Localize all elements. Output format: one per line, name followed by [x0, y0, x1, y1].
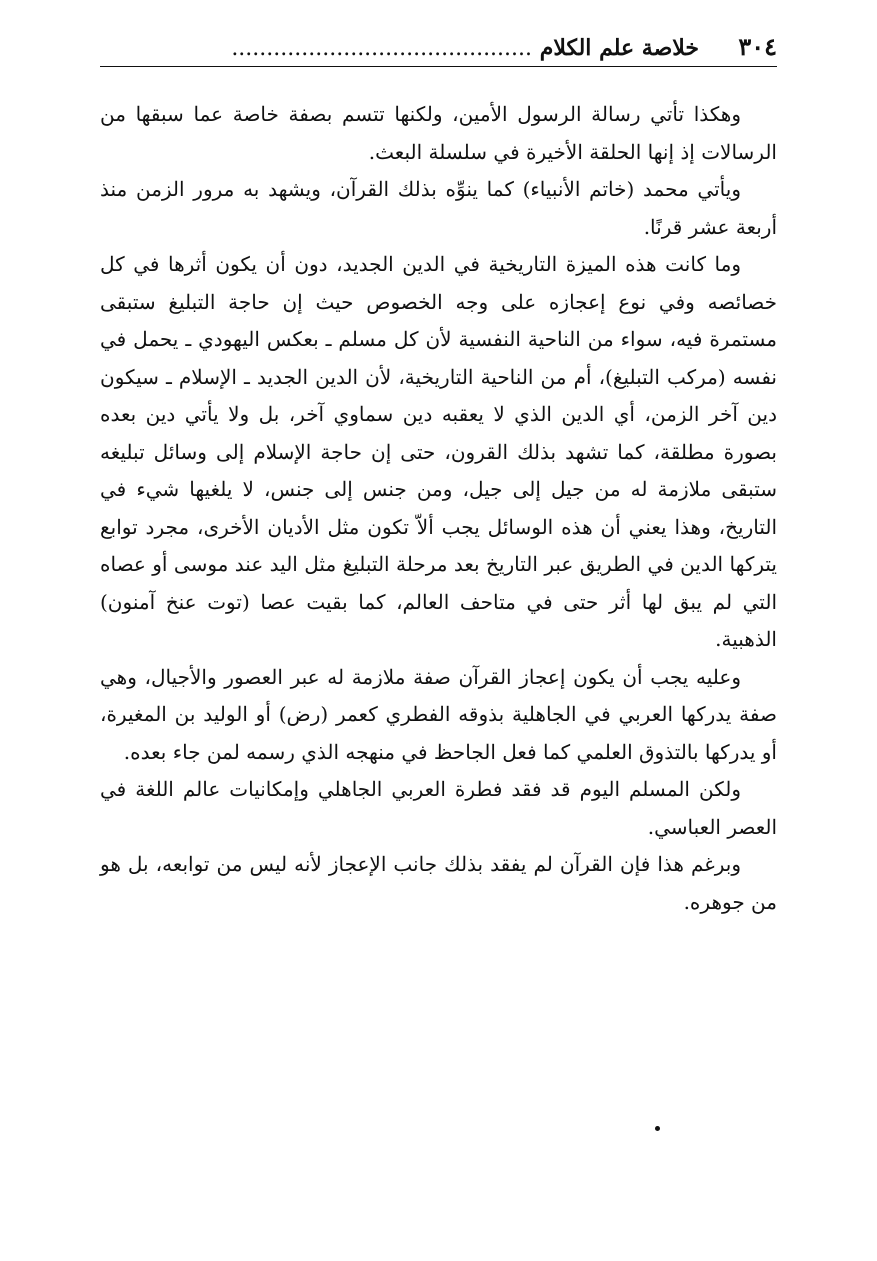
- running-header: [100, 30, 777, 68]
- paragraph: ويأتي محمد (خاتم الأنبياء) كما ينوِّه بذلك القرآن، ويشهد به مرور الزمن منذ أربعة عشر قرنًا.: [100, 177, 777, 239]
- paragraph: وهكذا تأتي رسالة الرسول الأمين، ولكنها تتسم بصفة خاصة عما سبقها من الرسالات إذ إنها الحلقة الأخيرة في سلسلة البعث.: [100, 102, 777, 164]
- dot-leader: ...........................................: [231, 36, 533, 61]
- paragraph: وما كانت هذه الميزة التاريخية في الدين الجديد، دون أن يكون أثرها في كل خصائصه وفي نوع إعجازه على وجه الخصوص حيث إن حاجة التبليغ ستبقى مستمرة فيه، سواء من الناحية النفسية لأن كل مسلم ـ بعكس اليهودي ـ يحمل في نفسه (مركب التبليغ)، أم من الناحية التاريخية، لأن الدين الجديد ـ الإسلام ـ سيكون دين آخر الزمن، أي الدين الذي لا يعقبه دين سماوي آخر، بل ولا يأتي دين بعده بصورة مطلقة، كما تشهد بذلك القرون، حتى إن حاجة الإسلام إلى وسائل تبليغه ستبقى ملازمة له من جيل إلى جيل، ومن جنس إلى جنس، لا يلغيها شيء في التاريخ، وهذا يعني أن هذه الوسائل يجب ألاّ تكون مثل الأديان الأخرى، مجرد توابع يتركها الدين في الطريق عبر التاريخ بعد مرحلة التبليغ مثل اليد عند موسى أو عصاه التي لم يبق لها أثر حتى في متاحف العالم، كما بقيت عصا (توت عنخ آمنون) الذهبية.: [100, 252, 778, 651]
- page-number: ٣٠٤: [738, 32, 777, 61]
- paragraph: وبرغم هذا فإن القرآن لم يفقد بذلك جانب الإعجاز لأنه ليس من توابعه، بل هو من جوهره.: [100, 852, 777, 914]
- paragraph: وعليه يجب أن يكون إعجاز القرآن صفة ملازمة له عبر العصور والأجيال، وهي صفة يدركها العربي في الجاهلية بذوقه الفطري كعمر (رض) أو الوليد بن المغيرة، أو يدركها بالتذوق العلمي كما فعل الجاحظ في منهجه الذي رسمه لمن جاء بعده.: [100, 664, 777, 764]
- paragraph: ولكن المسلم اليوم قد فقد فطرة العربي الجاهلي وإمكانيات عالم اللغة في العصر العباسي.: [100, 777, 777, 839]
- header-rule: [100, 66, 777, 67]
- running-title: [100, 34, 699, 63]
- body-text: [100, 96, 777, 921]
- section-end-mark: [655, 1126, 660, 1131]
- book-title: خلاصة علم الكلام: [539, 35, 699, 61]
